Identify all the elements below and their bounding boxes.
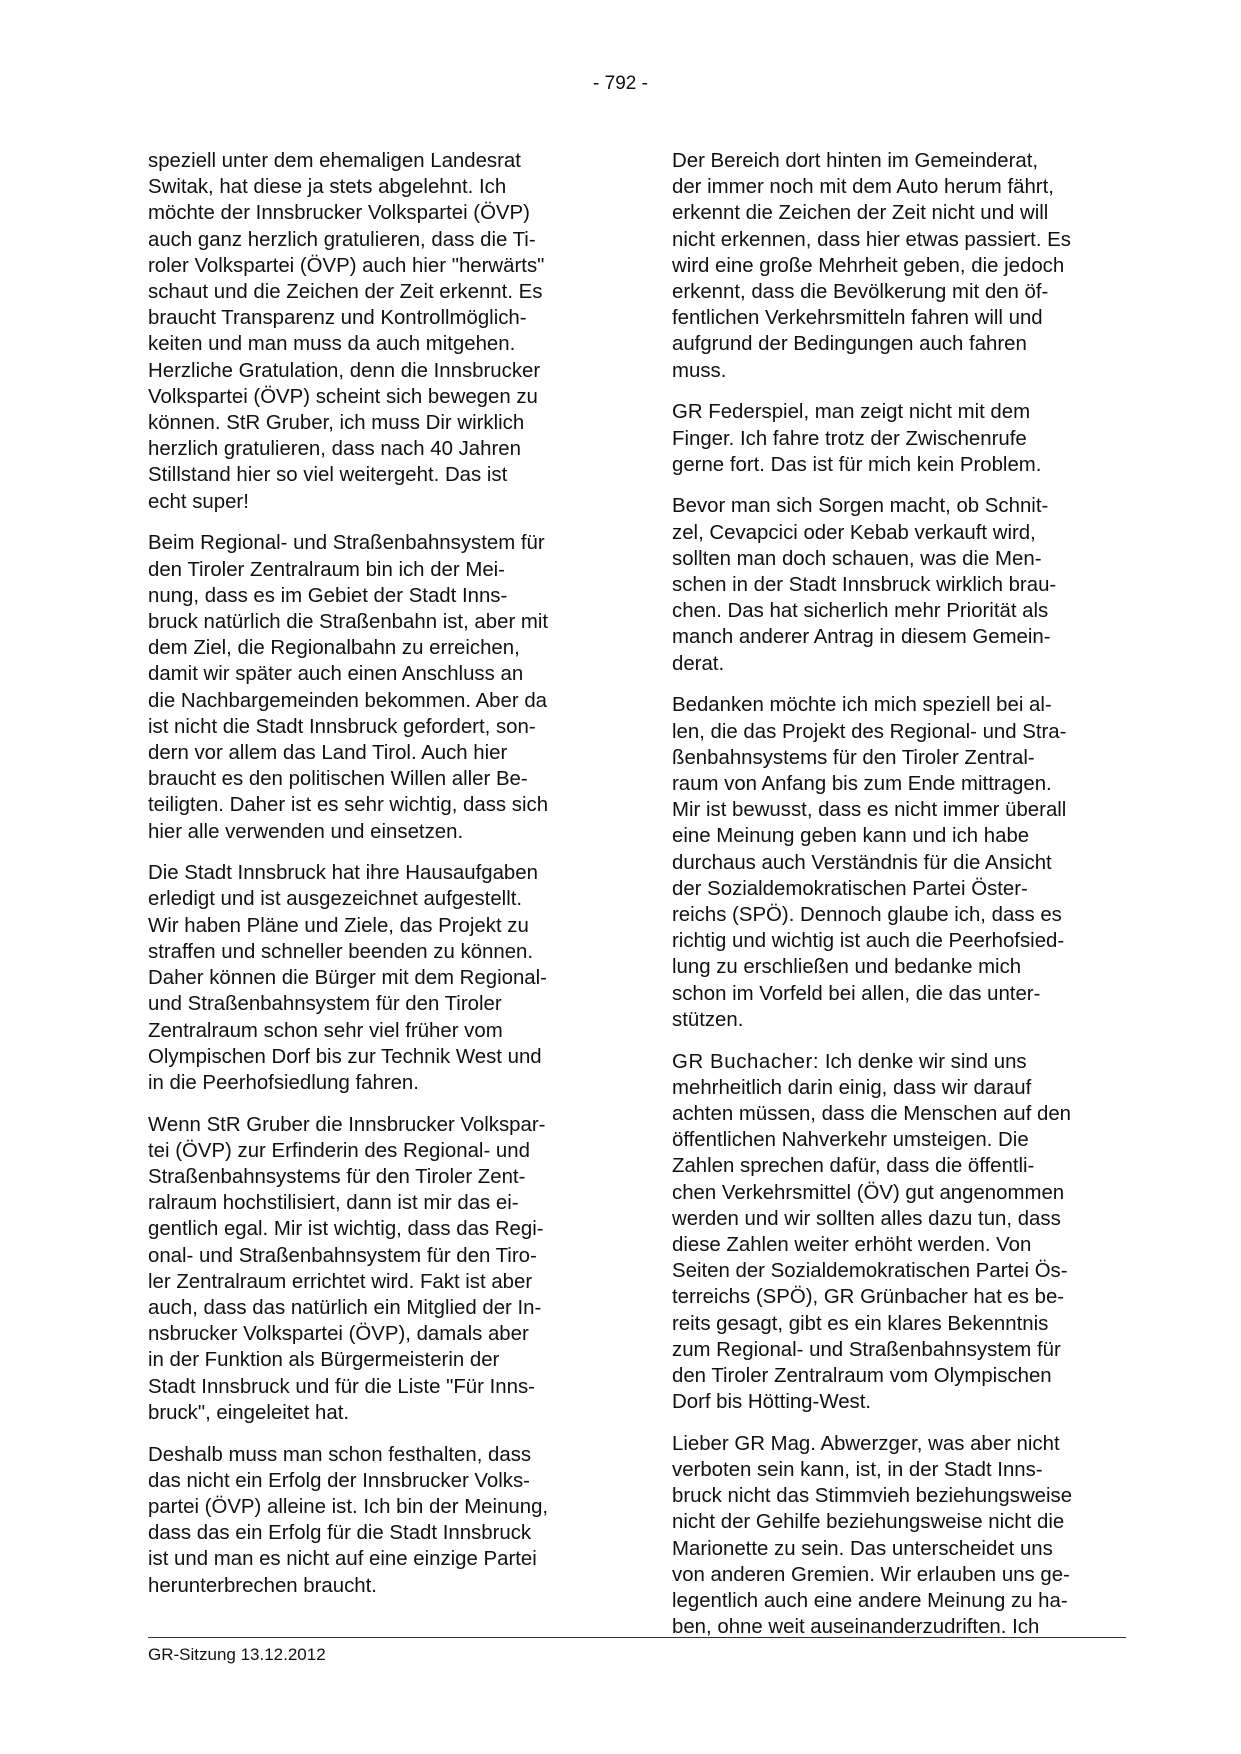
paragraph: Der Bereich dort hinten im Gemeinderat, der immer noch mit dem Auto herum fährt, erkennt die Zeichen der Zeit nicht und will nicht erkennen, dass hier etwas passiert. Es wird eine große Mehrheit geben, die jedoch erkennt, dass die Bevölkerung mit den öf- fentlichen Verkehrsmitteln fahren will und aufgrund der Bedingungen auch fahren muss. bbox=[672, 150, 1071, 382]
paragraph: Bedanken möchte ich mich speziell bei al- len, die das Projekt des Regional- und Stra- ßenbahnsystems für den Tiroler Zentral- raum von Anfang bis zum Ende mittragen. Mir ist bewusst, dass es nicht immer überall eine Meinung geben kann und ich habe durchaus auch Verständnis für die Ansicht der Sozialdemokratischen Partei Öster- reichs (SPÖ). Dennoch glaube ich, dass es richtig und wichtig ist auch die Peerhofsied- lung zu erschließen und bedanke mich schon im Vorfeld bei allen, die das unter- stützen. bbox=[672, 694, 1067, 1031]
footer-session-label: GR-Sitzung 13.12.2012 bbox=[148, 1645, 326, 1664]
footer-divider bbox=[148, 1637, 1126, 1638]
paragraph: Bevor man sich Sorgen macht, ob Schnit- zel, Cevapcici oder Kebab verkauft wird, sollten man doch schauen, was die Men- schen in der Stadt Innsbruck wirklich brau- chen. Das hat sicherlich mehr Priorität als manch anderer Antrag in diesem Gemein- derat. bbox=[672, 495, 1057, 675]
speaker-text: Ich denke wir sind uns mehrheitlich darin einig, dass wir darauf achten müssen, dass die Menschen auf den öffentlichen Nahverkehr umsteigen. Die Zahlen sprechen dafür, dass die öffentli- chen Verkehrsmittel (ÖV) gut angenommen werden und wir sollten alles dazu tun, dass diese Zahlen weiter erhöht werden. Von Seiten der Sozialdemokratischen Partei Ös- terreichs (SPÖ), GR Grünbacher hat es be- reits gesagt, gibt es ein klares Bekenntnis zum Regional- und Straßenbahnsystem für den Tiroler Zentralraum vom Olympischen Dorf bis Hötting-West. bbox=[672, 1050, 1072, 1414]
left-column bbox=[148, 148, 600, 1614]
paragraph: GR Federspiel, man zeigt nicht mit dem Finger. Ich fahre trotz der Zwischenrufe gerne fort. Das ist für mich kein Problem. bbox=[672, 401, 1042, 476]
paragraph: Die Stadt Innsbruck hat ihre Hausaufgaben erledigt und ist ausgezeichnet aufgestellt. Wir haben Pläne und Ziele, das Projekt zu straffen und schneller beenden zu können. Daher können die Bürger mit dem Regional- und Straßenbahnsystem für den Tiroler Zentralraum schon sehr viel früher vom Olympischen Dorf bis zur Technik West und in die Peerhofsiedlung fahren. bbox=[148, 862, 547, 1094]
paragraph: Deshalb muss man schon festhalten, dass das nicht ein Erfolg der Innsbrucker Volks- partei (ÖVP) alleine ist. Ich bin der Meinung, dass das ein Erfolg für die Stadt Innsbruck ist und man es nicht auf eine einzige Partei herunterbrechen braucht. bbox=[148, 1443, 549, 1597]
right-column bbox=[672, 148, 1124, 1656]
paragraph: Wenn StR Gruber die Innsbrucker Volkspar- tei (ÖVP) zur Erfinderin des Regional- und Straßenbahnsystems für den Tiroler Zent- ralraum hochstilisiert, dann ist mir das ei- gentlich egal. Mir ist wichtig, dass das Regi- onal- und Straßenbahnsystem für den Tiro- ler Zentralraum errichtet wird. Fakt ist aber auch, dass das natürlich ein Mitglied der In- nsbrucker Volkspartei (ÖVP), damals aber in der Funktion als Bürgermeisterin der Stadt Innsbruck und für die Liste "Für Inns- bruck", eingeleitet hat. bbox=[148, 1113, 546, 1424]
paragraph: speziell unter dem ehemaligen Landesrat Switak, hat diese ja stets abgelehnt. Ich möchte der Innsbrucker Volkspartei (ÖVP) auch ganz herzlich gratulieren, dass die Ti- roler Volkspartei (ÖVP) auch hier "herwärts" schaut und die Zeichen der Zeit erkennt. Es braucht Transparenz und Kontrollmöglich- keiten und man muss da auch mitgehen. Herzliche Gratulation, denn die Innsbrucker Volkspartei (ÖVP) scheint sich bewegen zu können. StR Gruber, ich muss Dir wirklich herzlich gratulieren, dass nach 40 Jahren Stillstand hier so viel weitergeht. Das ist echt super! bbox=[148, 150, 545, 513]
speaker-name: GR Buchacher: bbox=[672, 1050, 820, 1073]
paragraph: Beim Regional- und Straßenbahnsystem für den Tiroler Zentralraum bin ich der Mei- nung, dass es im Gebiet der Stadt Inns- bruck natürlich die Straßenbahn ist, aber mit dem Ziel, die Regionalbahn zu erreichen, damit wir später auch einen Anschluss an die Nachbargemeinden bekommen. Aber da ist nicht die Stadt Innsbruck gefordert, son- dern vor allem das Land Tirol. Auch hier braucht es den politischen Willen aller Be- teiligten. Daher ist es sehr wichtig, dass sich hier alle verwenden und einsetzen. bbox=[148, 532, 549, 843]
page-number: - 792 - bbox=[593, 73, 648, 94]
speaker-paragraph bbox=[672, 1049, 1124, 1416]
paragraph: Lieber GR Mag. Abwerzger, was aber nicht verboten sein kann, ist, in der Stadt Inns- bruck nicht das Stimmvieh beziehungsweise nicht der Gehilfe beziehungsweise nicht die Marionette zu sein. Das unterscheidet uns von anderen Gremien. Wir erlauben uns ge- legentlich auch eine andere Meinung zu ha- ben, ohne weit auseinanderzudriften. Ich bbox=[672, 1432, 1073, 1639]
